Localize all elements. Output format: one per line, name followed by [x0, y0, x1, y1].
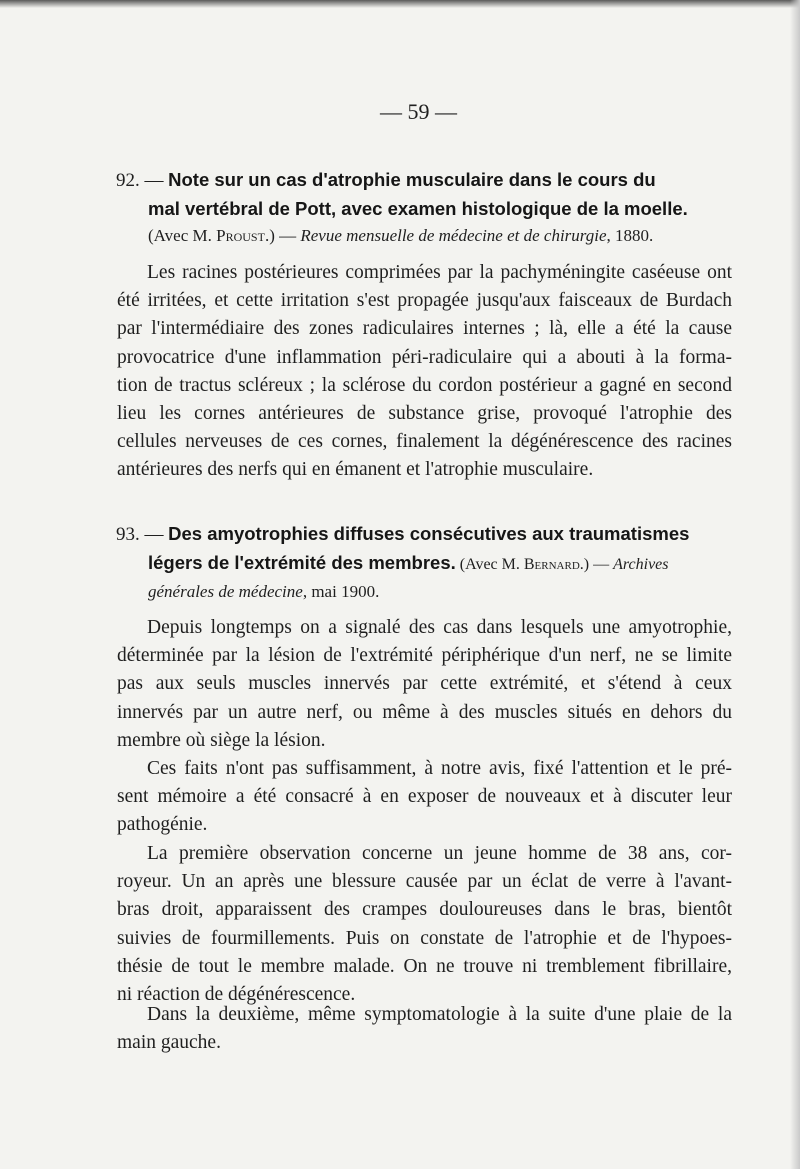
entry-92-ref-author: Proust [216, 226, 265, 245]
entry-92-ref-journal: Revue mensuelle de médecine et de chirurgie [300, 226, 607, 245]
entry-93-ref-journal-b: générales de médecine [148, 582, 303, 601]
entry-93-ref-author: Bernard [523, 556, 580, 573]
text-line: Dans la deuxième, même symptomatologie à la suite d'une plaie de la [147, 1004, 732, 1025]
entry-92-ref-mid: .) — [264, 226, 301, 245]
entry-93-ref-prefix: (Avec M. [455, 556, 524, 573]
entry-93-reference-cont [116, 578, 736, 606]
entry-93-paragraph-1 [117, 614, 732, 755]
text-line: pas aux seuls muscles innervés par cette extrémité, et s'étend à ceux [117, 673, 732, 695]
text-line: Ces faits n'ont pas suffisamment, à notre avis, fixé l'attention et le pré- [147, 758, 732, 779]
entry-93-title-line1: Des amyotrophies diffuses consécutives aux traumatismes [168, 523, 690, 544]
text-line: membre où siège la lésion. [117, 729, 326, 751]
entry-92-ref-prefix: (Avec M. [148, 226, 217, 245]
text-line: déterminée par la lésion de l'extrémité périphérique d'un nerf, ne se limite [117, 645, 732, 667]
entry-92-number: 92. — [116, 170, 164, 191]
text-line: cellules nerveuses de ces cornes, finalement la dégénérescence des racines [117, 431, 732, 453]
text-line: par l'intermédiaire des zones radiculaires internes ; là, elle a été la cause [117, 318, 732, 340]
text-line: Les racines postérieures comprimées par la pachyméningite caséeuse ont [147, 262, 732, 283]
text-line: thésie de tout le membre malade. On ne trouve ni tremblement fibrillaire, [117, 955, 732, 977]
entry-93-heading [116, 520, 736, 606]
text-line: main gauche. [117, 1032, 221, 1054]
text-line: pathogénie. [117, 814, 208, 836]
entry-92-title-line2: mal vertébral de Pott, avec examen histologique de la moelle. [148, 198, 688, 219]
entry-92-heading [116, 166, 736, 250]
entry-93-ref-journal-a: Archives [613, 556, 669, 573]
entry-93-paragraph-2 [117, 755, 732, 840]
entry-93-paragraph-4 [117, 1001, 732, 1057]
text-line: ni réaction de dégénérescence. [117, 984, 356, 1006]
entry-93-ref-date: , mai 1900. [302, 582, 380, 601]
text-line: innervés par un autre nerf, ou même à des muscles situés en dehors du [117, 701, 732, 723]
entry-92-title-line1: Note sur un cas d'atrophie musculaire dans le cours du [168, 169, 656, 190]
entry-93-ref-mid: .) — [579, 556, 614, 573]
entry-93-number: 93. — [116, 524, 164, 545]
text-line: lieu les cornes antérieures de substance grise, provoqué l'atrophie des [117, 403, 732, 425]
entry-92-reference [116, 222, 736, 250]
text-line: suivies de fourmillements. Puis on constate de l'atrophie et de l'hypoes- [117, 927, 732, 949]
entry-92-ref-year: , 1880. [606, 226, 654, 245]
text-line: royeur. Un an après une blessure causée par un éclat de verre à l'avant- [117, 871, 732, 893]
text-line: sent mémoire a été consacré à en exposer de nouveaux et à discuter leur [117, 786, 732, 808]
text-line: antérieures des nerfs qui en émanent et l'atrophie musculaire. [117, 459, 594, 481]
text-line: été irritées, et cette irritation s'est propagée jusqu'aux faisceaux de Burdach [117, 290, 732, 312]
text-line: tion de tractus scléreux ; la sclérose du cordon postérieur a gagné en second [117, 374, 732, 396]
text-line: provocatrice d'une inflammation péri-radiculaire qui a abouti à la forma- [117, 346, 732, 368]
page-number: — 59 — [380, 99, 457, 124]
entry-92-paragraph [117, 259, 732, 485]
entry-93-paragraph-3 [117, 840, 732, 1009]
text-line: bras droit, apparaissent des crampes douloureuses dans le bras, bientôt [117, 899, 732, 921]
text-line: La première observation concerne un jeune homme de 38 ans, cor- [147, 843, 732, 864]
text-line: Depuis longtemps on a signalé des cas dans lesquels une amyotrophie, [147, 617, 732, 638]
entry-93-title-line2: légers de l'extrémité des membres. [148, 552, 456, 573]
